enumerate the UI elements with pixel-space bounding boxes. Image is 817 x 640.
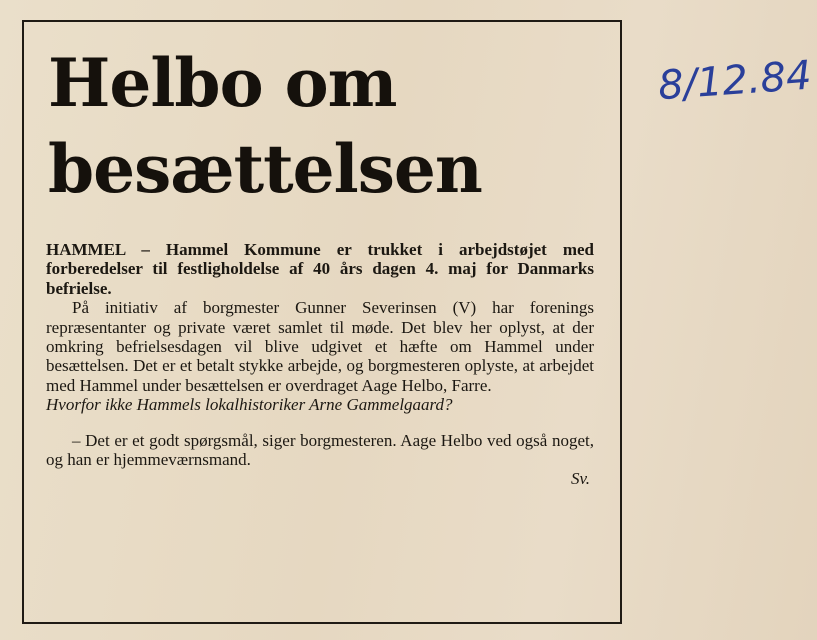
paragraph-gap bbox=[46, 415, 594, 431]
article-headline bbox=[48, 40, 608, 212]
body-paragraph: På initiativ af borgmester Gunner Severinsen (V) har forenings repræsentanter og private været samlet til møde. Det blev her oplyst, at der omkring befrielsesdagen vil blive udgivet et hæfte om Hammel under besættelsen. Det er et betalt stykke arbejde, og borgmesteren oplyste, at arbejdet med Hammel under besættelsen er overdraget Aage Helbo, Farre. bbox=[46, 298, 594, 395]
article-body bbox=[46, 240, 594, 489]
lead-paragraph bbox=[46, 240, 594, 298]
headline-line-2: besættelsen bbox=[48, 130, 482, 208]
headline-line-1: Helbo om bbox=[48, 44, 397, 122]
handwritten-date-text: 8/12.84 bbox=[656, 52, 813, 110]
answer-paragraph: – Det er et godt spørgsmål, siger borgmesteren. Aage Helbo ved også noget, og han er hjemmeværnsmand. bbox=[46, 430, 594, 470]
question-paragraph: Hvorfor ikke Hammels lokalhistoriker Arne Gammelgaard? bbox=[46, 395, 453, 415]
dateline: HAMMEL bbox=[46, 240, 126, 259]
lead-text: – Hammel Kommune er trukket i arbejdstøjet med forberedelser til festligholdelse af 40 års dagen 4. maj for Danmarks befrielse. bbox=[46, 240, 594, 298]
author-signature: Sv. bbox=[570, 469, 590, 489]
handwritten-date bbox=[653, 6, 813, 116]
